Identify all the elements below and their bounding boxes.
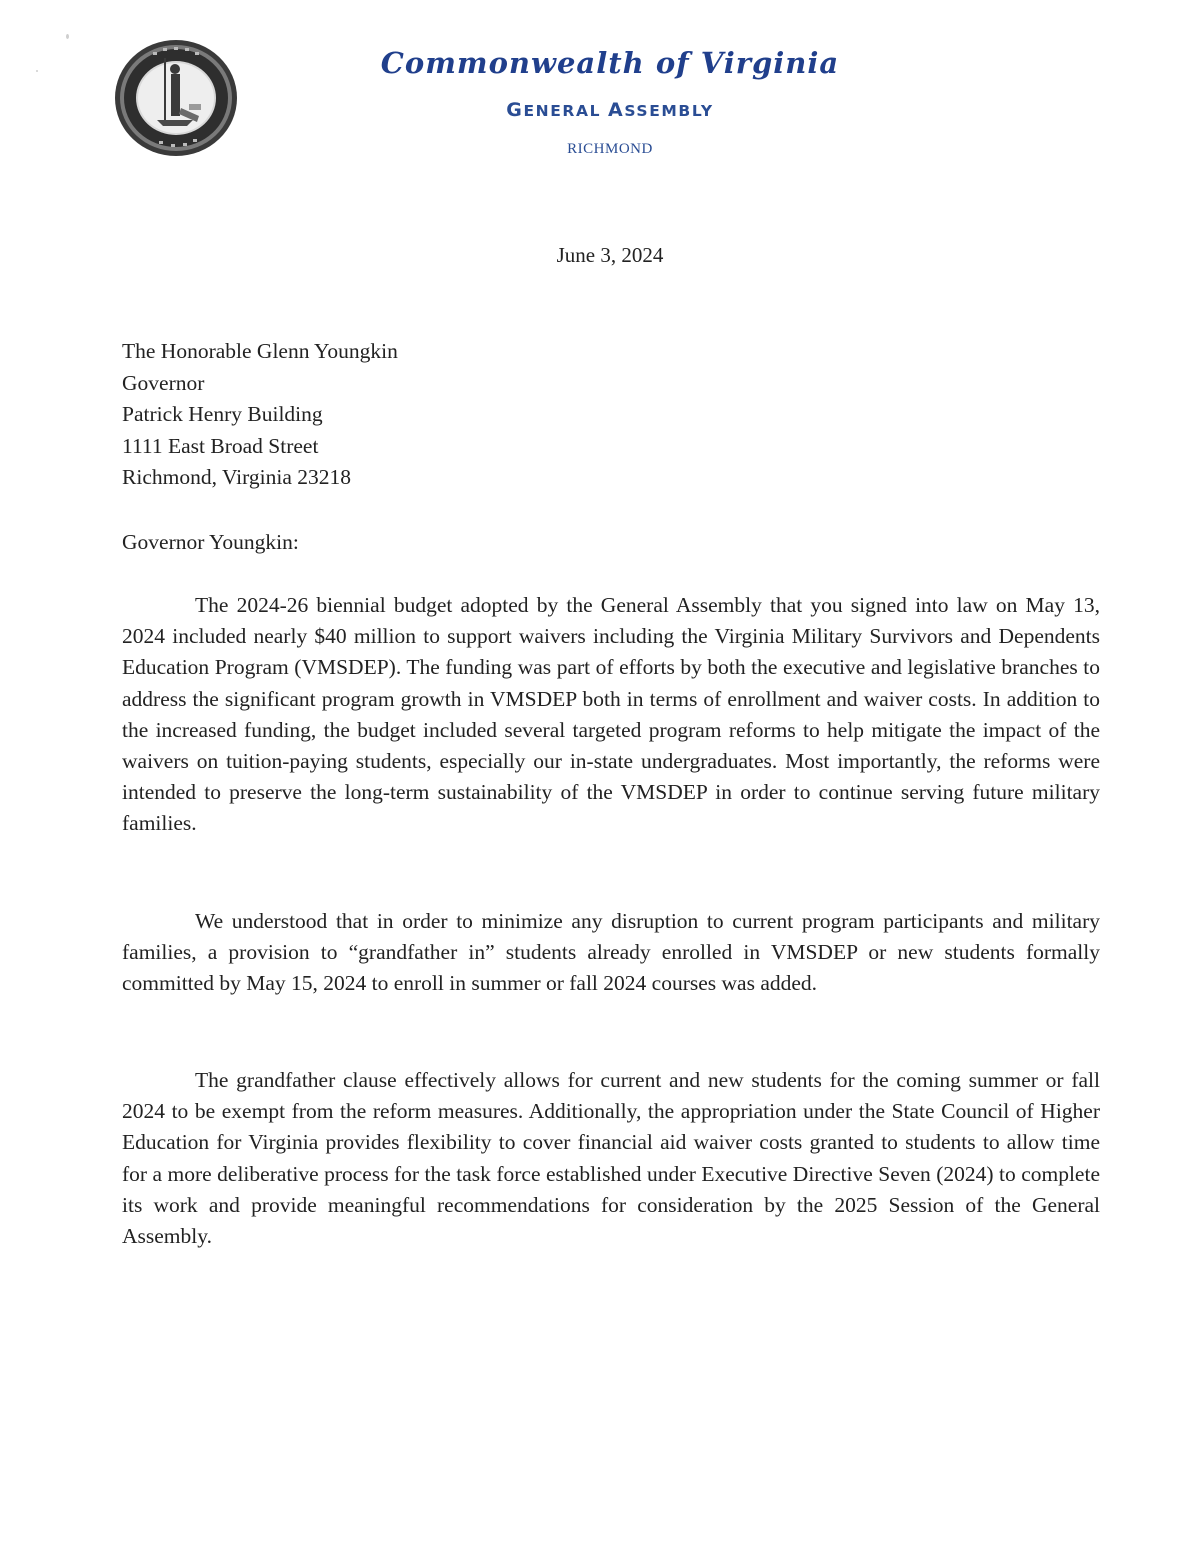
letterhead-city: RICHMOND (567, 141, 653, 157)
letterhead-subtitle-initial: A (608, 99, 625, 121)
address-line: Governor (122, 370, 205, 395)
recipient-address (122, 336, 398, 494)
letter-date: June 3, 2024 (556, 243, 664, 267)
letterhead-subtitle (300, 99, 920, 121)
letterhead-title: Commonwealth of Virginia (380, 46, 840, 80)
scan-speck (36, 70, 38, 72)
salutation: Governor Youngkin: (122, 530, 299, 554)
letterhead-subtitle-part: SSEMBLY (624, 102, 714, 120)
body-paragraph: The 2024-26 biennial budget adopted by the General Assembly that you signed into law on May 13, 2024 included nearly $40 million to support waivers including the Virginia Military Survivors and Dependents Education Program (VMSDEP). The funding was part of efforts by both the executive and legislative branches to address the significant program growth in VMSDEP both in terms of enrollment and waiver costs. In addition to the increased funding, the budget included several targeted program reforms to help mitigate the impact of the waivers on tuition-paying students, especially our in-state undergraduates. Most importantly, the reforms were intended to preserve the long-term sustainability of the VMSDEP in order to continue serving future military families. (122, 593, 1100, 836)
address-line: Patrick Henry Building (122, 402, 323, 426)
address-line: 1111 East Broad Street (122, 433, 319, 458)
body-paragraph: We understood that in order to minimize any disruption to current program participants and military families, a provision to “grandfather in” students already enrolled in VMSDEP or new students formally committed by May 15, 2024 to enroll in summer or fall 2024 courses was added. (122, 909, 1100, 996)
address-line: The Honorable Glenn Youngkin (122, 339, 398, 363)
letterhead-subtitle-part: ENERAL (523, 102, 609, 120)
body-paragraph: The grandfather clause effectively allows for current and new students for the coming summer or fall 2024 to be exempt from the reform measures. Additionally, the appropriation under the State Council of Higher Education for Virginia provides flexibility to cover financial aid waiver costs granted to students to allow time for a more deliberative process for the task force established under Executive Directive Seven (2024) to complete its work and provide meaningful recommendations for consideration by the 2025 Session of the General Assembly. (122, 1068, 1100, 1249)
virginia-seal-icon (113, 38, 239, 158)
letterhead-subtitle-initial: G (506, 99, 524, 121)
scan-speck (66, 34, 69, 39)
address-line: Richmond, Virginia 23218 (122, 465, 352, 489)
